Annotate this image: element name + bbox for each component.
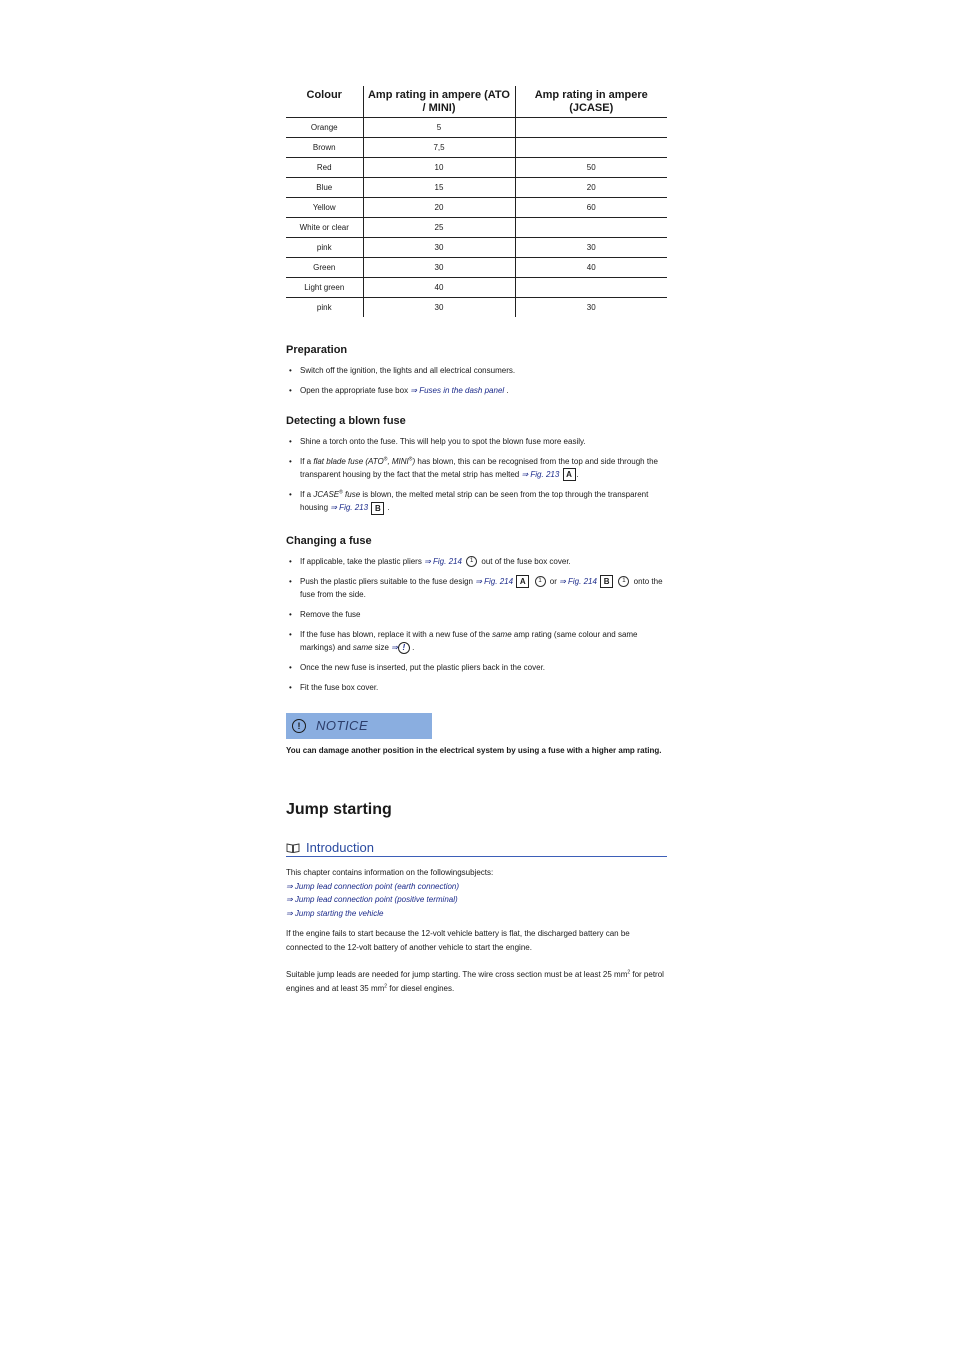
bullet-text: amp rating (same colour and same markings) and xyxy=(300,630,638,653)
fuse-type-text: JCASE xyxy=(313,490,340,500)
bullet-text: . xyxy=(409,643,415,653)
fuse-type-text: flat blade fuse (ATO xyxy=(313,457,384,466)
bullet-text: Switch off the ignition, the lights and all electrical consumers. xyxy=(300,366,516,375)
detecting-heading: Detecting a blown fuse xyxy=(286,415,406,427)
intro-paragraph xyxy=(286,968,667,995)
cell-ato: 30 xyxy=(363,298,515,318)
list-item xyxy=(286,455,667,481)
fuse-type-text: fuse xyxy=(342,490,361,500)
cell-colour: pink xyxy=(286,238,363,258)
cell-ato: 30 xyxy=(363,258,515,278)
list-item xyxy=(286,384,667,397)
preparation-section xyxy=(286,343,667,397)
cell-colour: Orange xyxy=(286,118,363,138)
list-item xyxy=(286,661,667,674)
link-notice[interactable] xyxy=(391,643,410,652)
list-item xyxy=(286,435,667,448)
cell-jcase: 20 xyxy=(515,178,667,198)
callout-number: 1 xyxy=(618,576,629,587)
detecting-list xyxy=(286,435,667,515)
table-row xyxy=(286,158,667,178)
changing-list xyxy=(286,555,667,694)
notice-text: You can damage another position in the electrical system by using a fuse with a higher amp rating. xyxy=(286,746,662,755)
intro-paragraph: If the engine fails to start because the 12-volt vehicle battery is flat, the discharged battery can be connected to the 12-volt battery of another vehicle to start the engine. xyxy=(286,929,630,952)
cell-ato: 5 xyxy=(363,118,515,138)
cell-jcase: 50 xyxy=(515,158,667,178)
book-icon xyxy=(286,843,300,853)
bullet-text: is blown, the melted metal strip can be seen from the top through the transparent housing xyxy=(300,490,649,513)
cell-ato: 7,5 xyxy=(363,138,515,158)
bullet-text: If a xyxy=(300,490,314,500)
table-row xyxy=(286,258,667,278)
cell-colour: pink xyxy=(286,298,363,318)
col-header-jcase: Amp rating in ampere (JCASE) xyxy=(515,86,667,118)
emphasis-text: same xyxy=(352,643,373,653)
bullet-text: If a xyxy=(300,457,314,466)
bullet-text: has blown, this can be recognised from the top and side through the transparent housing by the fact that the metal strip has melted xyxy=(300,457,658,479)
exclamation-icon: ! xyxy=(292,719,306,733)
link-earth-connection[interactable]: ⇒ Jump lead connection point (earth connection) xyxy=(286,881,460,891)
link-fuses-dash-panel[interactable]: ⇒ Fuses in the dash panel xyxy=(410,386,505,395)
cell-jcase xyxy=(515,218,667,238)
changing-section xyxy=(286,534,667,694)
list-item xyxy=(286,608,667,621)
bullet-text: Remove the fuse xyxy=(300,610,361,620)
bullet-text: out of the fuse box cover. xyxy=(479,557,571,566)
intro-paragraph: This chapter contains information on the followingsubjects: xyxy=(286,868,494,877)
cell-ato: 40 xyxy=(363,278,515,298)
link-positive-terminal[interactable]: ⇒ Jump lead connection point (positive terminal) xyxy=(286,895,458,904)
link-fig-214[interactable]: ⇒ Fig. 214 xyxy=(424,557,462,566)
fuse-colour-table xyxy=(286,86,667,317)
cell-colour: Blue xyxy=(286,178,363,198)
bullet-text: If applicable, take the plastic pliers xyxy=(300,557,425,566)
cell-jcase xyxy=(515,278,667,298)
preparation-heading: Preparation xyxy=(286,344,348,356)
bullet-text: Fit the fuse box cover. xyxy=(300,683,379,693)
bullet-text: Push the plastic pliers suitable to the fuse design xyxy=(300,577,476,586)
cell-jcase xyxy=(515,118,667,138)
cell-jcase: 40 xyxy=(515,258,667,278)
bullet-text: . xyxy=(385,503,390,513)
fuse-type-text: ) xyxy=(412,457,416,466)
bullet-text: . xyxy=(576,470,579,479)
list-item xyxy=(286,628,667,654)
figure-label-a: A xyxy=(516,575,529,588)
bullet-text: Open the appropriate fuse box xyxy=(300,386,411,395)
cell-colour: White or clear xyxy=(286,218,363,238)
notice-label: NOTICE xyxy=(316,718,369,733)
superscript: 2 xyxy=(384,982,388,989)
introduction-title: Introduction xyxy=(306,840,374,855)
bullet-text: If the fuse has blown, replace it with a new fuse of the xyxy=(300,630,493,640)
cell-colour: Yellow xyxy=(286,198,363,218)
table-row xyxy=(286,278,667,298)
notice-ref-icon: ! xyxy=(398,642,410,654)
cell-jcase: 30 xyxy=(515,238,667,258)
preparation-list xyxy=(286,364,667,397)
cell-colour: Light green xyxy=(286,278,363,298)
superscript: 2 xyxy=(627,969,631,976)
bullet-text: or xyxy=(547,577,560,586)
list-item xyxy=(286,681,667,694)
arrow-glyph: ⇒ xyxy=(391,643,398,653)
bullet-text: Once the new fuse is inserted, put the plastic pliers back in the cover. xyxy=(300,663,546,673)
registered-mark: ® xyxy=(408,456,413,463)
table-row xyxy=(286,178,667,198)
detecting-section xyxy=(286,414,667,515)
paragraph-text: for diesel engines. xyxy=(387,983,455,993)
figure-label-b: B xyxy=(600,575,613,588)
callout-number: 1 xyxy=(535,576,546,587)
cell-jcase: 30 xyxy=(586,303,596,312)
table-row xyxy=(286,118,667,138)
introduction-body xyxy=(286,866,667,995)
list-item xyxy=(286,555,667,568)
figure-label-a: A xyxy=(563,468,576,481)
paragraph-text: for petrol engines and at least 35 mm xyxy=(286,970,664,993)
registered-mark: ® xyxy=(383,456,388,463)
cell-ato: 15 xyxy=(363,178,515,198)
bullet-text: size xyxy=(372,643,392,653)
table-row xyxy=(286,198,667,218)
table-row xyxy=(286,298,667,318)
col-header-ato-mini: Amp rating in ampere (ATO / MINI) xyxy=(363,86,515,118)
cell-colour: Red xyxy=(286,158,363,178)
cell-ato: 25 xyxy=(363,218,515,238)
bullet-text: Shine a torch onto the fuse. This will help you to spot the blown fuse more easily. xyxy=(300,437,586,446)
cell-ato: 30 xyxy=(363,238,515,258)
table-row xyxy=(286,138,667,158)
figure-label-b: B xyxy=(371,502,384,515)
cell-ato: 20 xyxy=(363,198,515,218)
notice-banner xyxy=(286,713,432,739)
link-fig-214[interactable]: ⇒ Fig. 214 xyxy=(475,577,514,586)
introduction-heading xyxy=(286,840,667,857)
link-fig-213[interactable]: ⇒ Fig. 213 xyxy=(330,503,369,513)
paragraph-text: Suitable jump leads are needed for jump starting. The wire cross section must be at least 25 mm xyxy=(286,970,628,979)
table-row xyxy=(286,218,667,238)
cell-jcase xyxy=(515,138,667,158)
bullet-text: . xyxy=(504,386,509,395)
cell-colour: Green xyxy=(286,258,363,278)
link-fig-213[interactable]: ⇒ Fig. 213 xyxy=(521,470,560,479)
registered-mark: ® xyxy=(339,489,343,496)
changing-heading: Changing a fuse xyxy=(286,535,372,547)
col-header-colour: Colour xyxy=(286,86,363,118)
list-item xyxy=(286,364,667,377)
page-content xyxy=(286,86,667,993)
list-item xyxy=(286,575,667,601)
emphasis-text: same xyxy=(492,630,512,640)
callout-number: 1 xyxy=(466,556,477,567)
cell-jcase: 60 xyxy=(515,198,667,218)
list-item xyxy=(286,488,667,514)
fuse-type-text: , MINI xyxy=(387,457,409,466)
link-fig-214[interactable]: ⇒ Fig. 214 xyxy=(559,577,597,586)
bullet-text: onto the fuse from the side. xyxy=(300,577,663,600)
jump-starting-heading: Jump starting xyxy=(286,801,392,818)
cell-ato: 10 xyxy=(363,158,515,178)
table-header-row xyxy=(286,86,667,118)
link-jump-starting-vehicle[interactable]: ⇒ Jump starting the vehicle xyxy=(286,908,384,918)
cell-colour: Brown xyxy=(286,138,363,158)
table-row xyxy=(286,238,667,258)
